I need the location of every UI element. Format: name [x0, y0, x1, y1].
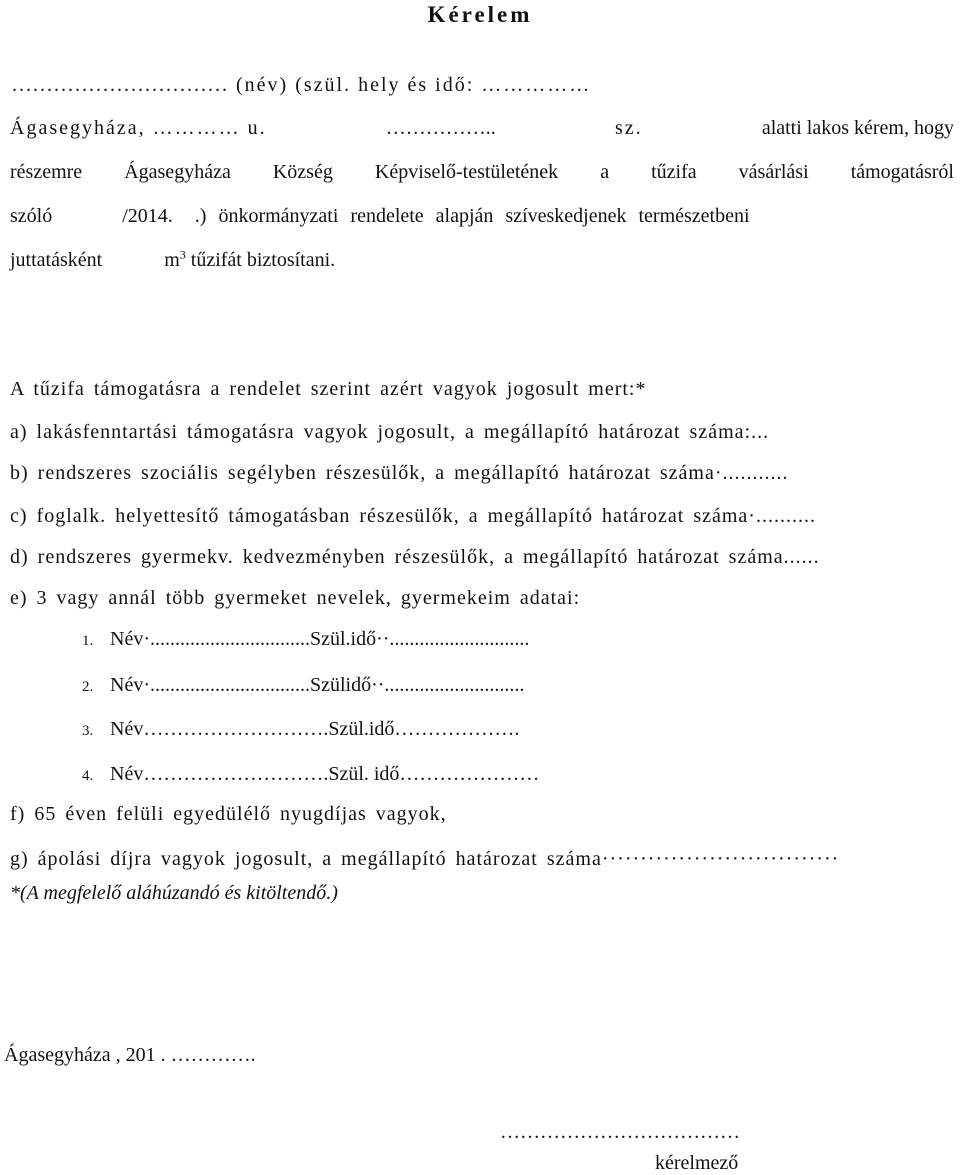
signature-label: kérelmező: [655, 1152, 739, 1174]
intro-address-tail: alatti lakos kérem, hogy: [761, 117, 954, 139]
intro-address-street: ……………..: [385, 117, 496, 139]
intro-line-5: [10, 248, 335, 272]
signature-line: ………………………………: [500, 1121, 740, 1143]
child-row-number: 3.: [82, 723, 94, 739]
intro-decree-text: .) önkormányzati rendelete alapján szíveskedjenek természetbeni: [194, 205, 750, 227]
intro-unit: m: [164, 249, 180, 271]
eligibility-option-a: a) lakásfenntartási támogatásra vagyok jogosult, a megállapító határozat száma:...: [10, 421, 770, 443]
child-row-text: Név……………………….Szül.idő……………….: [110, 718, 520, 740]
eligibility-option-d: d) rendszeres gyermekv. kedvezményben részesülők, a megállapító határozat száma......: [10, 546, 820, 568]
eligibility-option-g: g) ápolási díjra vagyok jogosult, a megállapító határozat száma·······························: [10, 848, 840, 870]
child-row: [82, 627, 529, 653]
footnote: *(A megfelelő aláhúzandó és kitöltendő.): [10, 882, 338, 904]
intro-line-1: ............................... (név) (szül. hely és idő: ……………: [12, 74, 592, 96]
child-row-number: 4.: [82, 768, 94, 784]
eligibility-option-b: b) rendszeres szociális segélyben részesülők, a megállapító határozat száma·...........: [10, 462, 789, 484]
intro-address-city: Ágasegyháza, ………… u.: [10, 117, 267, 139]
place-date: Ágasegyháza , 201 . ………….: [4, 1044, 256, 1066]
intro-decree-label: szóló: [10, 205, 53, 227]
eligibility-option-f: f) 65 éven felüli egyedülélő nyugdíjas vagyok,: [10, 803, 447, 825]
eligibility-heading: A tűzifa támogatásra a rendelet szerint azért vagyok jogosult mert:*: [10, 378, 647, 400]
intro-line-2: [10, 116, 954, 140]
child-row-number: 1.: [82, 633, 94, 649]
intro-address-number: sz.: [614, 117, 643, 139]
child-row: [82, 762, 539, 788]
intro-unit-exponent: 3: [179, 247, 186, 262]
child-row-text: Név……………………….Szül. idő…………………: [110, 763, 540, 785]
document-title: Kérelem: [427, 2, 533, 27]
eligibility-option-c: c) foglalk. helyettesítő támogatásban részesülők, a megállapító határozat száma·..........: [10, 505, 816, 527]
child-row-text: Név·................................Szülidő··............................: [110, 674, 525, 696]
intro-benefit-label: juttatásként: [10, 249, 103, 271]
intro-decree-year: /2014.: [122, 205, 173, 227]
child-row-text: Név·................................Szül.idő··............................: [110, 628, 530, 650]
intro-line-3: részemre Ágasegyháza Község Képviselő-testületének a tűzifa vásárlási támogatásról: [10, 161, 954, 183]
eligibility-option-e: e) 3 vagy annál több gyermeket nevelek, gyermekeim adatai:: [10, 587, 581, 609]
child-row-number: 2.: [82, 679, 94, 695]
child-row: [82, 673, 524, 699]
intro-line-4: [10, 204, 750, 228]
child-row: [82, 717, 519, 743]
intro-benefit-text: tűzifát biztosítani.: [190, 249, 336, 271]
